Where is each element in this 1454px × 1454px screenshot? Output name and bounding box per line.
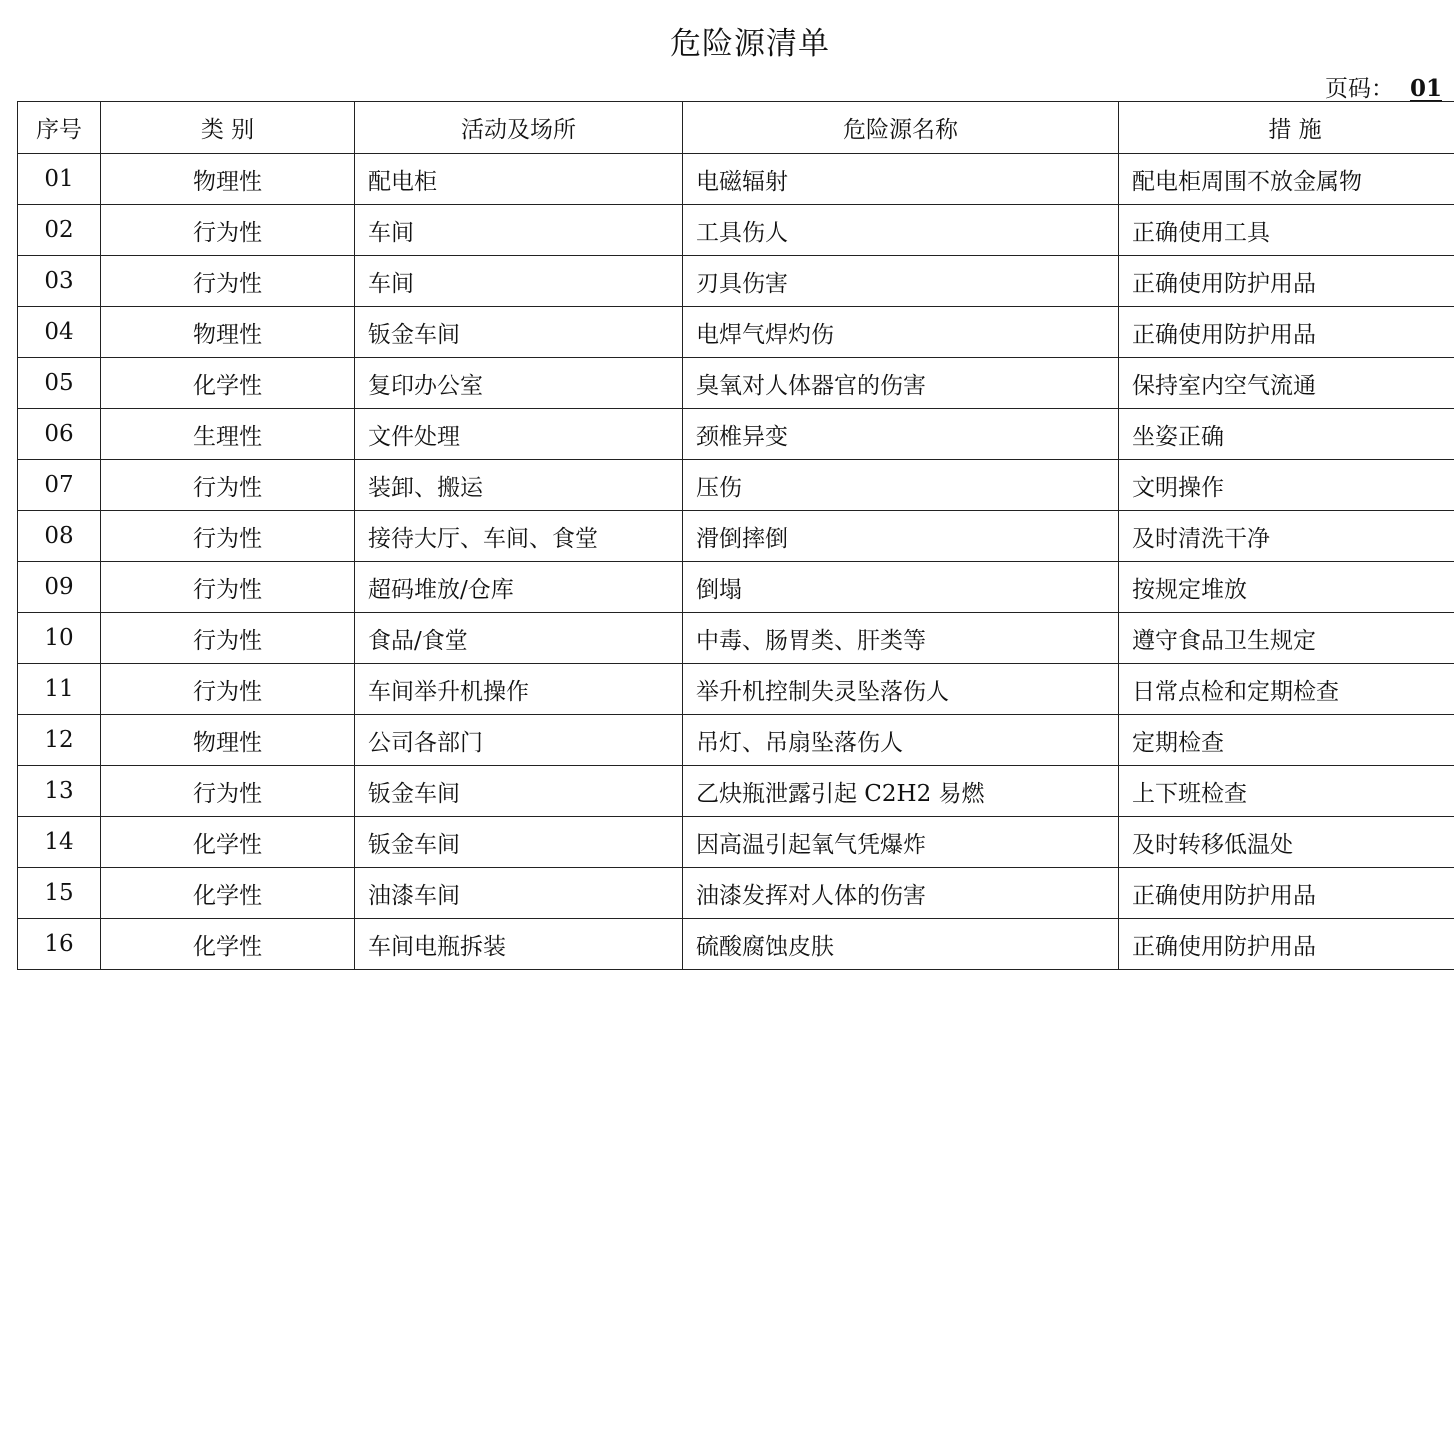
cell-measure: 按规定堆放 — [1119, 562, 1454, 613]
cell-category: 化学性 — [101, 919, 355, 970]
page-label-text: 页码： — [1325, 76, 1394, 102]
cell-serial: 09 — [18, 562, 101, 613]
table-row — [18, 256, 1454, 307]
cell-activity: 钣金车间 — [355, 766, 683, 817]
cell-activity: 车间 — [355, 205, 683, 256]
cell-category: 行为性 — [101, 613, 355, 664]
cell-hazard: 举升机控制失灵坠落伤人 — [683, 664, 1119, 715]
cell-activity: 接待大厅、车间、食堂 — [355, 511, 683, 562]
cell-activity: 钣金车间 — [355, 817, 683, 868]
cell-hazard: 滑倒摔倒 — [683, 511, 1119, 562]
cell-measure: 日常点检和定期检查 — [1119, 664, 1454, 715]
hazard-list-table — [17, 101, 1454, 970]
cell-serial: 12 — [18, 715, 101, 766]
cell-serial: 15 — [18, 868, 101, 919]
cell-hazard: 工具伤人 — [683, 205, 1119, 256]
cell-hazard: 电焊气焊灼伤 — [683, 307, 1119, 358]
cell-serial: 16 — [18, 919, 101, 970]
cell-measure: 正确使用防护用品 — [1119, 919, 1454, 970]
table-row — [18, 511, 1454, 562]
cell-category: 行为性 — [101, 460, 355, 511]
header-serial-number: 序号 — [18, 102, 101, 154]
cell-serial: 05 — [18, 358, 101, 409]
header-category: 类 别 — [101, 102, 355, 154]
cell-measure: 正确使用防护用品 — [1119, 868, 1454, 919]
cell-hazard: 颈椎异变 — [683, 409, 1119, 460]
cell-serial: 01 — [18, 154, 101, 205]
cell-category: 物理性 — [101, 715, 355, 766]
header-hazard-name: 危险源名称 — [683, 102, 1119, 154]
cell-measure: 及时转移低温处 — [1119, 817, 1454, 868]
cell-hazard: 臭氧对人体器官的伤害 — [683, 358, 1119, 409]
page-number-label — [1325, 70, 1442, 103]
cell-category: 化学性 — [101, 817, 355, 868]
cell-activity: 钣金车间 — [355, 307, 683, 358]
cell-measure: 文明操作 — [1119, 460, 1454, 511]
cell-serial: 02 — [18, 205, 101, 256]
cell-hazard: 吊灯、吊扇坠落伤人 — [683, 715, 1119, 766]
cell-measure: 遵守食品卫生规定 — [1119, 613, 1454, 664]
page-number-value: 01 — [1409, 75, 1442, 102]
cell-measure: 正确使用防护用品 — [1119, 307, 1454, 358]
cell-activity: 配电柜 — [355, 154, 683, 205]
cell-hazard: 因高温引起氧气凭爆炸 — [683, 817, 1119, 868]
cell-hazard: 硫酸腐蚀皮肤 — [683, 919, 1119, 970]
cell-category: 行为性 — [101, 766, 355, 817]
cell-measure: 正确使用工具 — [1119, 205, 1454, 256]
cell-measure: 及时清洗干净 — [1119, 511, 1454, 562]
cell-activity: 超码堆放/仓库 — [355, 562, 683, 613]
cell-hazard: 倒塌 — [683, 562, 1119, 613]
cell-category: 物理性 — [101, 307, 355, 358]
table-row — [18, 613, 1454, 664]
cell-hazard: 乙炔瓶泄露引起 C2H2 易燃 — [683, 766, 1119, 817]
table-row — [18, 664, 1454, 715]
cell-activity: 文件处理 — [355, 409, 683, 460]
cell-measure: 配电柜周围不放金属物 — [1119, 154, 1454, 205]
cell-serial: 07 — [18, 460, 101, 511]
cell-serial: 04 — [18, 307, 101, 358]
cell-activity: 车间举升机操作 — [355, 664, 683, 715]
cell-activity: 车间 — [355, 256, 683, 307]
cell-measure: 正确使用防护用品 — [1119, 256, 1454, 307]
cell-activity: 装卸、搬运 — [355, 460, 683, 511]
header-activity-location: 活动及场所 — [355, 102, 683, 154]
cell-activity: 食品/食堂 — [355, 613, 683, 664]
table-row — [18, 409, 1454, 460]
cell-measure: 坐姿正确 — [1119, 409, 1454, 460]
table-row — [18, 460, 1454, 511]
cell-serial: 14 — [18, 817, 101, 868]
cell-activity: 复印办公室 — [355, 358, 683, 409]
cell-hazard: 压伤 — [683, 460, 1119, 511]
cell-activity: 公司各部门 — [355, 715, 683, 766]
table-row — [18, 817, 1454, 868]
cell-measure: 上下班检查 — [1119, 766, 1454, 817]
cell-hazard: 中毒、肠胃类、肝类等 — [683, 613, 1119, 664]
cell-activity: 车间电瓶拆装 — [355, 919, 683, 970]
table-row — [18, 868, 1454, 919]
table-row — [18, 562, 1454, 613]
cell-category: 行为性 — [101, 511, 355, 562]
cell-category: 生理性 — [101, 409, 355, 460]
cell-hazard: 刃具伤害 — [683, 256, 1119, 307]
table-row — [18, 205, 1454, 256]
table-row — [18, 307, 1454, 358]
cell-hazard: 油漆发挥对人体的伤害 — [683, 868, 1119, 919]
header-measures: 措 施 — [1119, 102, 1454, 154]
table-row — [18, 358, 1454, 409]
cell-category: 化学性 — [101, 868, 355, 919]
cell-category: 物理性 — [101, 154, 355, 205]
table-row — [18, 919, 1454, 970]
cell-measure: 保持室内空气流通 — [1119, 358, 1454, 409]
cell-category: 行为性 — [101, 256, 355, 307]
table-row — [18, 715, 1454, 766]
table-row — [18, 154, 1454, 205]
cell-measure: 定期检查 — [1119, 715, 1454, 766]
document-title: 危险源清单 — [670, 26, 830, 62]
table-row — [18, 766, 1454, 817]
cell-serial: 10 — [18, 613, 101, 664]
cell-activity: 油漆车间 — [355, 868, 683, 919]
cell-serial: 06 — [18, 409, 101, 460]
table-header-row — [18, 102, 1454, 154]
cell-serial: 11 — [18, 664, 101, 715]
cell-serial: 13 — [18, 766, 101, 817]
cell-category: 行为性 — [101, 664, 355, 715]
cell-category: 行为性 — [101, 205, 355, 256]
cell-serial: 03 — [18, 256, 101, 307]
cell-hazard: 电磁辐射 — [683, 154, 1119, 205]
cell-category: 行为性 — [101, 562, 355, 613]
cell-serial: 08 — [18, 511, 101, 562]
cell-category: 化学性 — [101, 358, 355, 409]
